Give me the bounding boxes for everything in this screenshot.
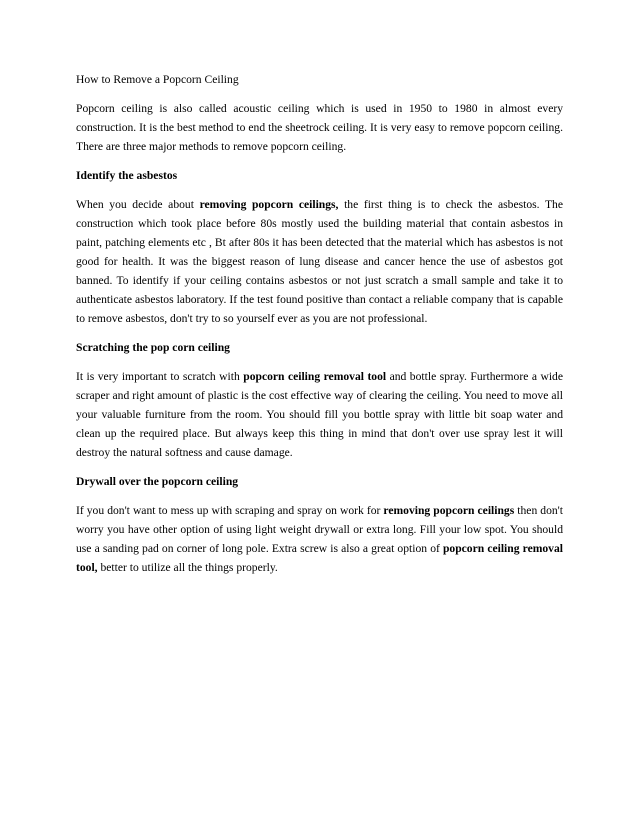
keyword-removing-popcorn-ceilings: removing popcorn ceilings bbox=[383, 504, 515, 517]
paragraph-text: It is very important to scratch with bbox=[76, 370, 244, 383]
drywall-paragraph bbox=[76, 501, 563, 577]
scratching-paragraph bbox=[76, 367, 563, 462]
keyword-popcorn-ceiling-removal-tool: popcorn ceiling removal tool bbox=[243, 370, 387, 383]
paragraph-text: When you decide about bbox=[76, 198, 200, 211]
paragraph-text: If you don't want to mess up with scraping and spray on work for bbox=[76, 504, 384, 517]
keyword-popcorn-ceiling-removal-tool: popcorn ceiling removal tool, bbox=[76, 542, 563, 574]
keyword-removing-popcorn-ceilings: removing popcorn ceilings, bbox=[199, 198, 339, 211]
section-heading-scratching: Scratching the pop corn ceiling bbox=[76, 341, 230, 354]
document-page bbox=[76, 70, 563, 587]
paragraph-text: then don't worry you have other option of using light weight drywall or extra long. Fill your low spot. You should use a sanding pad on corner of long pole. Extra screw is also a great option of bbox=[76, 504, 563, 555]
paragraph-text: better to utilize all the things properly. bbox=[97, 561, 278, 574]
intro-paragraph: Popcorn ceiling is also called acoustic ceiling which is used in 1950 to 1980 in almost every construction. It is the best method to end the sheetrock ceiling. It is very easy to remove popcorn ceiling. There are three major methods to remove popcorn ceiling. bbox=[76, 102, 563, 153]
paragraph-text: the first thing is to check the asbestos. The construction which took place before 80s mostly used the building material that contain asbestos in paint, patching elements etc , Bt after 80s it has been detected that the material which has asbestos is not good for health. It was the biggest reason of lung disease and cancer hence the use of asbestos got banned. To identify if your ceiling contains asbestos or not just scratch a small sample and take it to authenticate asbestos laboratory. If the test found positive than contact a reliable company that is capable to remove asbestos, don't try to so yourself ever as you are not professional. bbox=[76, 198, 564, 325]
document-title: How to Remove a Popcorn Ceiling bbox=[76, 73, 239, 86]
identify-asbestos-paragraph bbox=[76, 195, 563, 328]
paragraph-text: and bottle spray. Furthermore a wide scraper and right amount of plastic is the cost effective way of clearing the ceiling. You need to move all your valuable furniture from the room. You should fill you bottle spray with little bit soap water and clean up the required place. But always keep this thing in mind that don't over use spray lest it will destroy the natural softness and cause damage. bbox=[76, 370, 563, 459]
section-heading-identify-asbestos: Identify the asbestos bbox=[76, 169, 178, 182]
section-heading-drywall: Drywall over the popcorn ceiling bbox=[76, 475, 239, 488]
